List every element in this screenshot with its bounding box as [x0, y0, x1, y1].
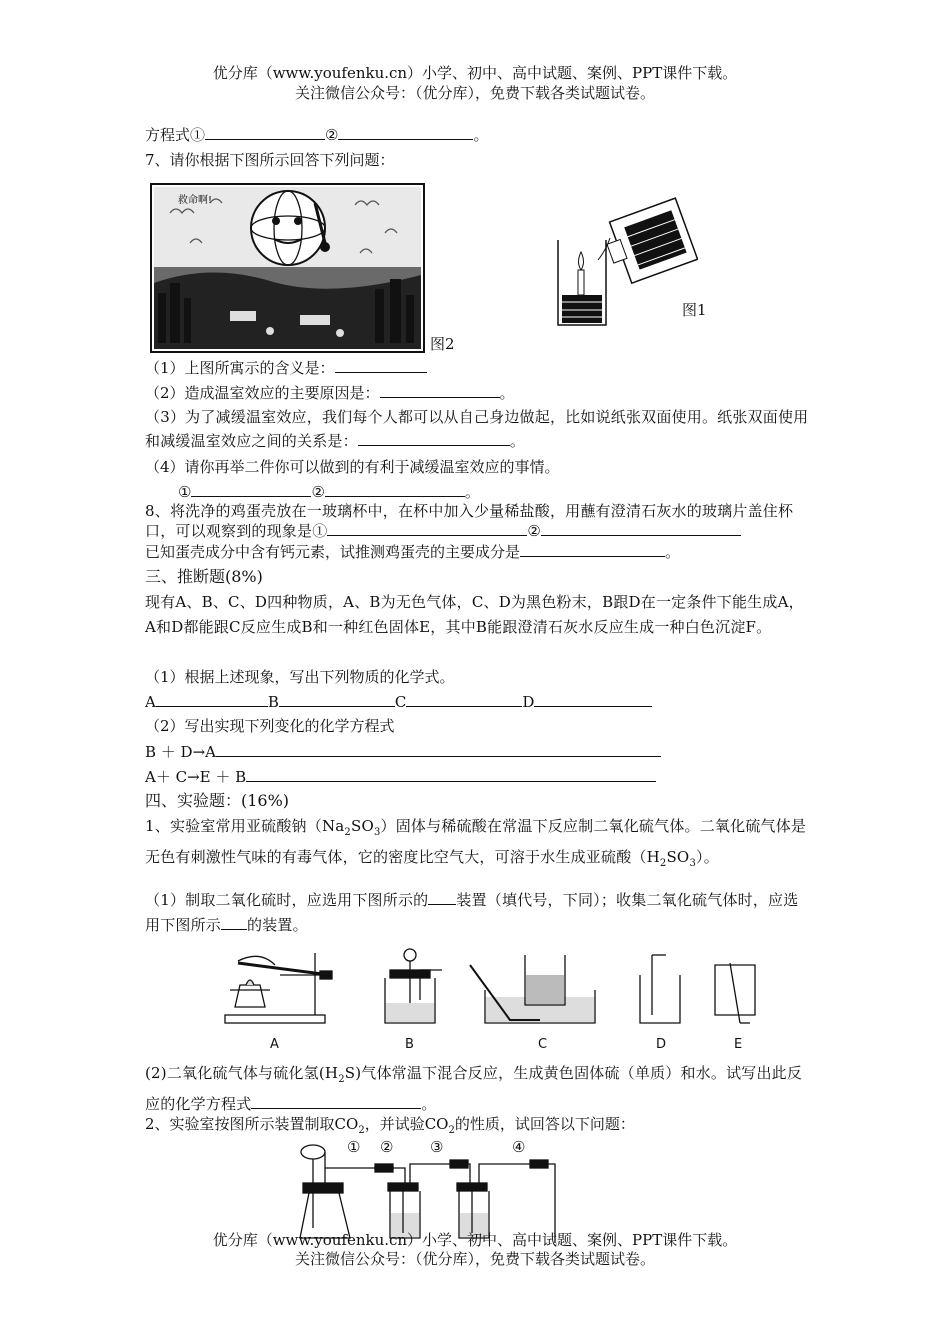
q7-blank-2[interactable] [380, 383, 500, 398]
cartoon-caption: 救命啊! [178, 195, 213, 206]
q6-equation-line: 方程式① ② 。 [145, 126, 489, 144]
apparatus-figure [220, 945, 760, 1030]
formula-c-blank[interactable] [406, 692, 522, 707]
co2-label-3: ③ [430, 1138, 444, 1156]
footer-line-2: 关注微信公众号：（优分库），免费下载各类试题试卷。 [294, 1250, 655, 1268]
greenhouse-cartoon-figure [150, 183, 425, 353]
candle-co2-figure [548, 190, 698, 330]
q8-line-2: 已知蛋壳成分中含有钙元素，试推测鸡蛋壳的主要成分是 。 [145, 543, 681, 561]
apparatus-b [385, 949, 442, 1023]
equation-2-blank[interactable] [246, 767, 656, 782]
q7-part-2: （2）造成温室效应的主要原因是： 。 [145, 384, 515, 402]
section-3-part-2: （2）写出实现下列变化的化学方程式 [145, 717, 395, 735]
q7-blank-1[interactable] [335, 358, 427, 373]
apparatus-label-b: B [405, 1037, 414, 1052]
apparatus-label-c: C [538, 1037, 548, 1052]
q7-part-1: （1）上图所寓示的含义是： [145, 356, 810, 380]
apparatus-a [225, 953, 332, 1023]
formula-d-blank[interactable] [534, 692, 652, 707]
q8-text: 8、将洗净的鸡蛋壳放在一玻璃杯中，在杯中加入少量稀盐酸，用蘸有澄清石灰水的玻璃片盖住杯口，可以观察到的现象是① ② [145, 502, 794, 540]
section-3-title: 三、推断题(8%) [145, 567, 263, 586]
q1-generate-blank[interactable] [428, 890, 456, 905]
apparatus-d [640, 955, 680, 1023]
q7-part-3: （3）为了减缓温室效应，我们每个人都可以从自己身边做起，比如说纸张双面使用。纸张双面使用和减缓温室效应之间的关系是： 。 [145, 408, 809, 450]
formula-a-blank[interactable] [156, 692, 268, 707]
q6-blank-1[interactable] [205, 125, 325, 140]
section-4-q1-part-2: (2)二氧化硫气体与硫化氢$(H_2S)$气体常温下混合反应，生成黄色固体硫（单质）和水。试写出此反应的化学方程式 。 [145, 1064, 803, 1113]
q7-part-4-blanks: ① ② 。 [178, 483, 480, 501]
q7-blank-3[interactable] [358, 431, 510, 446]
co2-label-2: ② [380, 1138, 394, 1156]
q1-equation-blank[interactable] [251, 1094, 421, 1109]
q7-blank-4b[interactable] [325, 482, 465, 497]
section-4-q2-text: 2、实验室按图所示装置制取$CO_2$，并试验$CO_2$的性质，试回答以下问题： [145, 1115, 635, 1136]
apparatus-e [715, 963, 755, 1023]
section-3-formula-blanks: A B C D [145, 690, 810, 714]
section-4-q1-text: 1、实验室常用亚硫酸钠$(Na_2SO_3)$固体与稀硫酸在常温下反应制二氧化硫气体。二氧化硫气体是无色有刺激性气味的有毒气体，它的密度比空气大，可溶于水生成亚硫酸$(H_2SO_3)$。 [145, 817, 807, 869]
footer-line-1: 优分库（www.youfenku.cn）小学、初中、高中试题、案例、PPT课件下载。 [212, 1231, 738, 1249]
q8-blank-1[interactable] [327, 521, 527, 536]
q7-blank-4a[interactable] [191, 482, 311, 497]
q7-part-4: （4）请你再举二件你可以做到的有利于减缓温室效应的事情。 [145, 458, 560, 476]
q1-collect-blank[interactable] [221, 915, 247, 930]
apparatus-label-a: A [270, 1037, 279, 1052]
apparatus-label-e: E [734, 1037, 743, 1052]
co2-label-4: ④ [512, 1138, 526, 1156]
formula-b-blank[interactable] [279, 692, 395, 707]
section-4-title: 四、实验题：(16%) [145, 791, 290, 810]
q8-blank-2[interactable] [541, 521, 741, 536]
figure-2-label: 图2 [430, 335, 455, 353]
co2-label-1: ① [347, 1138, 361, 1156]
apparatus-c [470, 955, 595, 1023]
q6-blank-2[interactable] [338, 125, 473, 140]
section-3-equation-1: B ＋ D→A [145, 740, 810, 764]
section-3-body: 现有A、B、C、D四种物质，A、B为无色气体，C、D为黑色粉末，B跟D在一定条件下能生成A，A和D都能跟C反应生成B和一种红色固体E，其中B能跟澄清石灰水反应生成一种白色沉淀F。 [145, 593, 804, 636]
section-3-part-1: （1）根据上述现象，写出下列物质的化学式。 [145, 668, 455, 686]
equation-1-blank[interactable] [216, 742, 661, 757]
figure-1-label: 图1 [682, 301, 707, 319]
header-line-1: 优分库（www.youfenku.cn）小学、初中、高中试题、案例、PPT课件下载。 [212, 64, 738, 82]
q7-title: 7、请你根据下图所示回答下列问题： [145, 151, 395, 169]
q8-blank-3[interactable] [520, 542, 665, 557]
section-3-equation-2: A＋ C→E ＋ B [145, 765, 810, 789]
apparatus-label-d: D [656, 1037, 667, 1052]
header-line-2: 关注微信公众号：（优分库），免费下载各类试题试卷。 [294, 84, 655, 102]
section-4-q1-part-1: （1）制取二氧化硫时，应选用下图所示的 装置（填代号，下同）；收集二氧化硫气体时，应选用下图所示 的装置。 [145, 891, 799, 934]
